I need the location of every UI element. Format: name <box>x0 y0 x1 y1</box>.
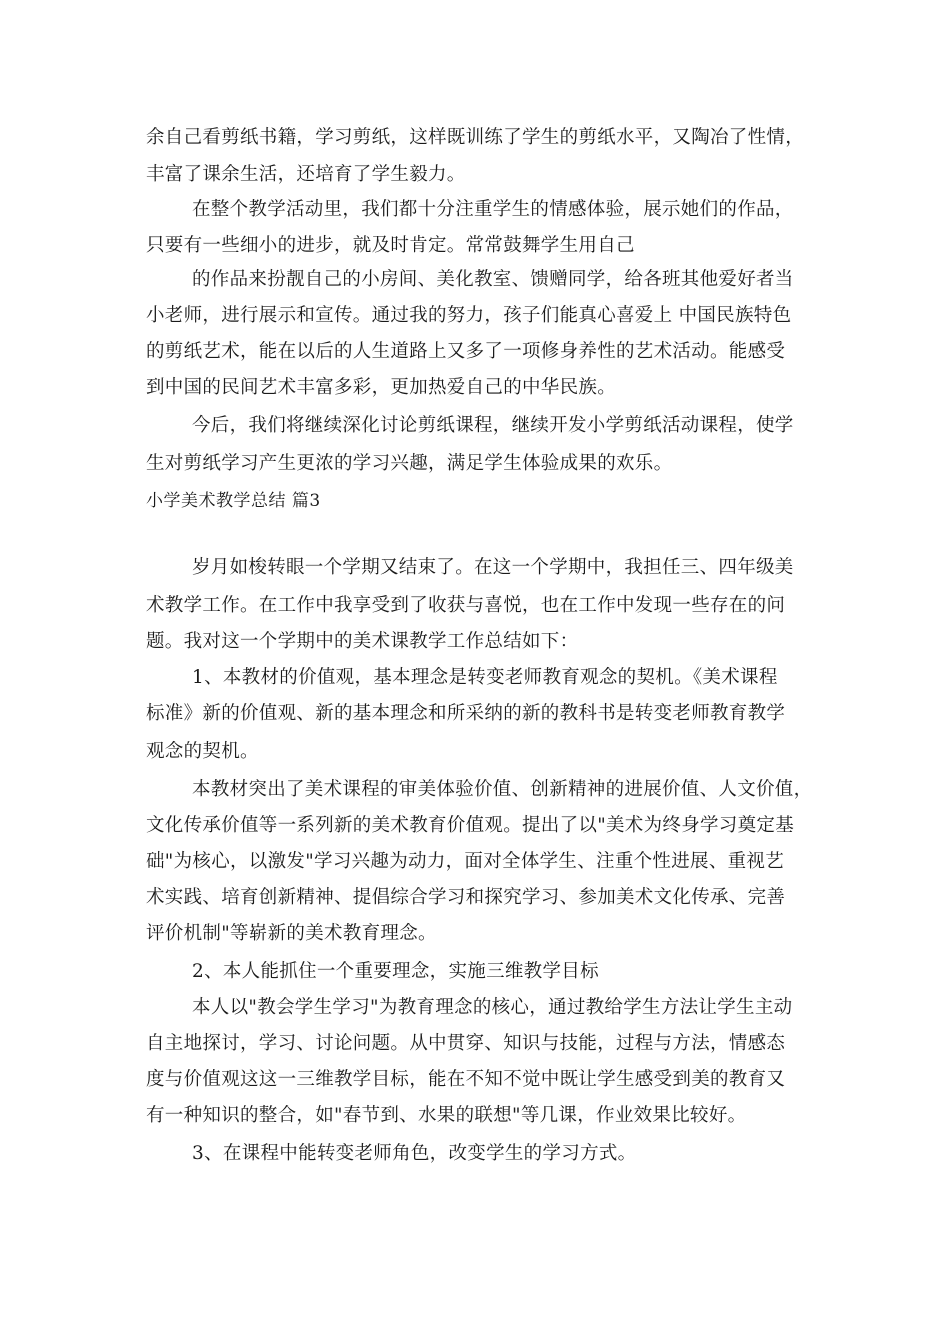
text-line: 只要有一些细小的进步，就及时肯定。常常鼓舞学生用自己 <box>146 235 635 256</box>
text-line: 小老师，进行展示和宣传。通过我的努力，孩子们能真心喜爱上 中国民族特色 <box>146 305 792 326</box>
text-line: 余自己看剪纸书籍，学习剪纸，这样既训练了学生的剪纸水平，又陶冶了性情， <box>146 127 805 148</box>
text-line: 标准》新的价值观、新的基本理念和所采纳的新的教科书是转变老师教育教学 <box>146 703 786 724</box>
text-line: 生对剪纸学习产生更浓的学习兴趣，满足学生体验成果的欢乐。 <box>146 453 673 474</box>
text-line: 术实践、培育创新精神、提倡综合学习和探究学习、参加美术文化传承、完善 <box>146 887 786 908</box>
text-line: 题。我对这一个学期中的美术课教学工作总结如下： <box>146 631 579 652</box>
paragraph-start: 2、本人能抓住一个重要理念，实施三维教学目标 <box>192 961 599 982</box>
paragraph-start: 1、本教材的价值观，基本理念是转变老师教育观念的契机。《美术课程 <box>192 667 778 688</box>
text-line: 度与价值观这这一三维教学目标，能在不知不觉中既让学生感受到美的教育又 <box>146 1069 786 1090</box>
text-line: 的剪纸艺术，能在以后的人生道路上又多了一项修身养性的艺术活动。能感受 <box>146 341 786 362</box>
paragraph-start: 本教材突出了美术课程的审美体验价值、创新精神的进展价值、人文价值， <box>192 779 813 800</box>
text-line: 有一种知识的整合，如"春节到、水果的联想"等几课，作业效果比较好。 <box>146 1105 747 1126</box>
paragraph-start: 岁月如梭转眼一个学期又结束了。在这一个学期中，我担任三、四年级美 <box>192 557 794 578</box>
paragraph-start: 的作品来扮靓自己的小房间、美化教室、馈赠同学，给各班其他爱好者当 <box>192 269 794 290</box>
text-line: 评价机制"等崭新的美术教育理念。 <box>146 923 437 944</box>
paragraph-start: 3、在课程中能转变老师角色，改变学生的学习方式。 <box>192 1143 637 1164</box>
paragraph-start: 本人以"教会学生学习"为教育理念的核心，通过教给学生方法让学生主动 <box>192 997 793 1018</box>
text-line: 术教学工作。在工作中我享受到了收获与喜悦，也在工作中发现一些存在的问 <box>146 595 786 616</box>
text-line: 自主地探讨，学习、讨论问题。从中贯穿、知识与技能，过程与方法，情感态 <box>146 1033 786 1054</box>
text-line: 到中国的民间艺术丰富多彩，更加热爱自己的中华民族。 <box>146 377 617 398</box>
text-line: 丰富了课余生活，还培育了学生毅力。 <box>146 164 466 185</box>
text-line: 文化传承价值等一系列新的美术教育价值观。提出了以"美术为终身学习奠定基 <box>146 815 795 836</box>
paragraph-start: 今后，我们将继续深化讨论剪纸课程，继续开发小学剪纸活动课程，使学 <box>192 415 794 436</box>
section-heading: 小学美术教学总结 篇3 <box>146 491 321 511</box>
paragraph-start: 在整个教学活动里，我们都十分注重学生的情感体验，展示她们的作品， <box>192 199 794 220</box>
text-line: 础"为核心，以激发"学习兴趣为动力，面对全体学生、注重个性进展、重视艺 <box>146 851 785 872</box>
text-line: 观念的契机。 <box>146 741 259 762</box>
